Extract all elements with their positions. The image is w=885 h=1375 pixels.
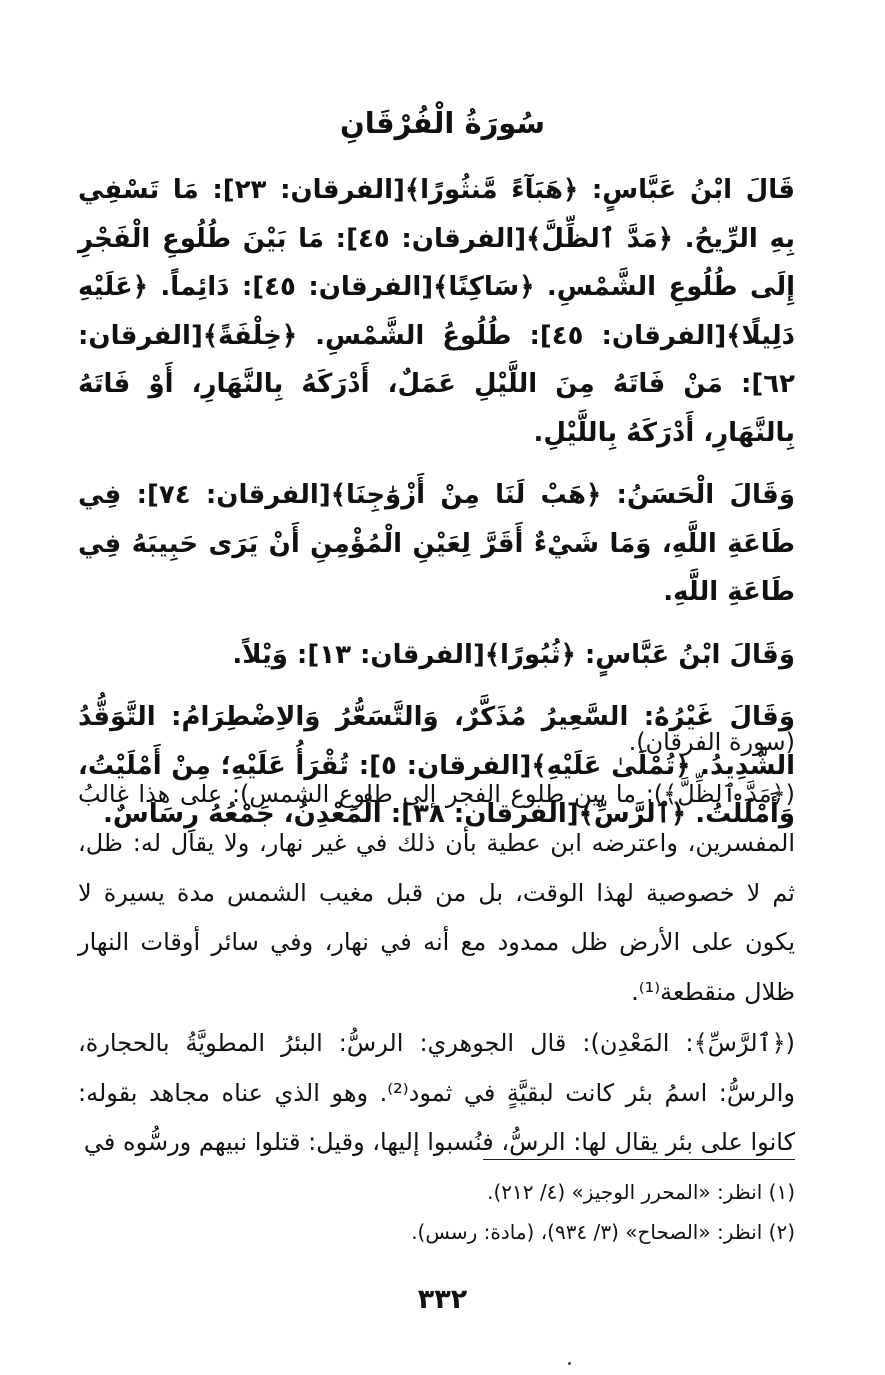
matn-paragraph-2: وَقَالَ الْحَسَنُ: ﴿هَبْ لَنَا مِنْ أَزْوَٰجِنَا﴾[الفرقان: ٧٤]: فِي طَاعَةِ اللَّهِ، وَمَا شَيْءٌ أَقَرَّ لِعَيْنِ الْمُؤْمِنِ أَنْ يَرَى حَبِيبَهُ فِي طَاعَةِ اللَّهِ. (78, 480, 795, 607)
page-number: ٣٣٢ (417, 1284, 468, 1315)
footnote-2: (٢) انظر: «الصحاح» (٣/ ٩٣٤)، (مادة: رسس). (411, 1220, 795, 1244)
commentary-paragraph-2: (﴿ٱلرَّسِّ﴾: المَعْدِن): قال الجوهري: الرسُّ: البئرُ المطويَّةُ بالحجارة، والرسُّ: اسمُ بئر كانت لبقيَّةٍ في ثمود⁽²⁾. وهو الذي عناه مجاهد بقوله: كانوا على بئر يقال لها: الرسُّ، فنُسبوا إليها، وقيل: قتلوا نبيهم ورسُّوه في (78, 1029, 795, 1156)
surah-title: سُورَةُ الْفُرْقَانِ (340, 106, 545, 140)
scan-speck (568, 1362, 571, 1365)
commentary-paragraph-1: (﴿مَدَّ ٱلظِّلَّ﴾): ما بين طلوع الفجر إلى طلوع الشمس): على هذا غالبُ المفسرين، واعترضه ابن عطية بأن ذلك في غير نهار، ولا يقال له: ظل، ثم لا خصوصية لهذا الوقت، بل من قبل مغيب الشمس مدة يسيرة لا يكون على الأرض ظل ممدود مع أنه في نهار، وفي سائر أوقات النهار ظلال منقطعة⁽¹⁾. (78, 779, 795, 1006)
footnote-1: (١) انظر: «المحرر الوجيز» (٤/ ٢١٢). (487, 1180, 795, 1204)
footnotes (200, 1172, 795, 1252)
matn-paragraph-3: وَقَالَ ابْنُ عَبَّاسٍ: ﴿ثُبُورًا﴾[الفرقان: ١٣]: وَيْلاً. (232, 639, 795, 670)
matn-paragraph-4: وَقَالَ غَيْرُهُ: السَّعِيرُ مُذَكَّرٌ، وَالتَّسَعُّرُ وَالاِضْطِرَامُ: التَّوَقُّدُ الشَّدِيدُ. ﴿تُمْلَىٰ عَلَيْهِ﴾[الفرقان: ٥]: تُقْرَأُ عَلَيْهِ؛ مِنْ أَمْلَيْتُ، وَأَمْلَلْتُ. ﴿ٱلرَّسِّ﴾[الفرقان: ٣٨]: الْمَعْدِنُ، جَمْعُهُ رِسَاسٌ. (78, 702, 795, 829)
commentary-block (78, 718, 795, 1168)
commentary-heading: (سورة الفرقان). (628, 728, 795, 756)
matn-paragraph-1: قَالَ ابْنُ عَبَّاسٍ: ﴿هَبَآءً مَّنثُورًا﴾[الفرقان: ٢٣]: مَا تَسْفِي بِهِ الرِّيحُ. ﴿مَدَّ ٱلظِّلَّ﴾[الفرقان: ٤٥]: مَا بَيْنَ طُلُوعِ الْفَجْرِ إِلَى طُلُوعِ الشَّمْسِ. ﴿سَاكِنًا﴾[الفرقان: ٤٥]: دَائِماً. ﴿عَلَيْهِ دَلِيلًا﴾[الفرقان: ٤٥]: طُلُوعُ الشَّمْسِ. ﴿خِلْفَةً﴾[الفرقان: ٦٢]: مَنْ فَاتَهُ مِنَ اللَّيْلِ عَمَلٌ، أَدْرَكَهُ بِالنَّهَارِ، أَوْ فَاتَهُ بِالنَّهَارِ، أَدْرَكَهُ بِاللَّيْلِ. (78, 175, 796, 448)
footnote-divider (483, 1159, 795, 1160)
